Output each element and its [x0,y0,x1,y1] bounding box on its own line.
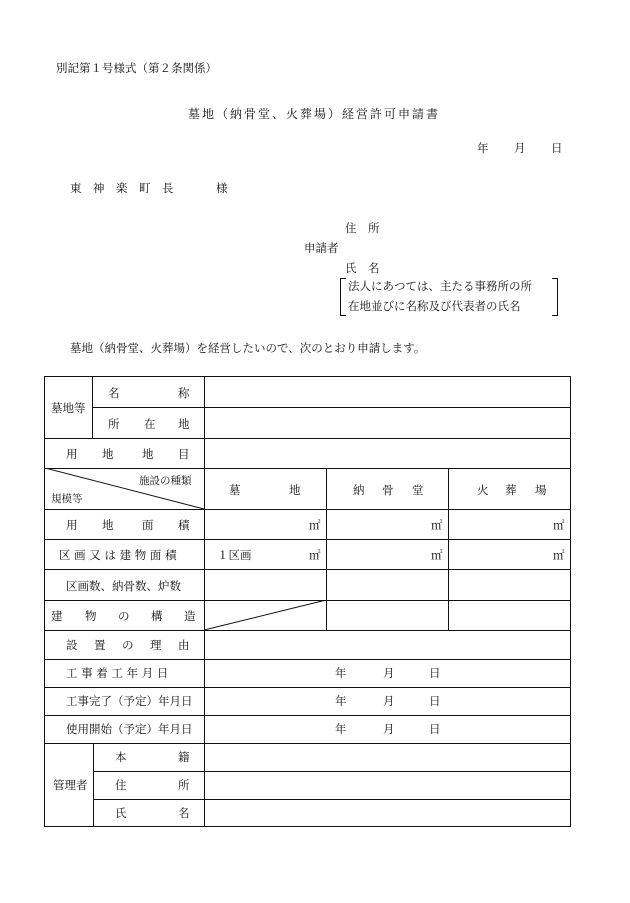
date-month-label: 月 [514,141,526,155]
form-number: 別記第１号様式（第２条関係） [56,61,217,75]
col-nokotsudo-1: 納 [353,483,365,497]
structure-3: の [118,609,130,623]
rule-v [448,468,449,630]
location-label-1: 所 [108,417,120,431]
addressee-honorific: 様 [216,181,228,195]
rule-h [92,407,571,408]
bracket-right [552,278,558,316]
land-category-1: 用 [66,447,78,461]
applicant-name-label: 氏 名 [345,261,380,275]
date-year-label: 年 [477,141,489,155]
reason-1: 設 [66,638,78,652]
manager-address-2: 所 [178,778,190,792]
unit-sqm: ㎡ [553,548,565,562]
corporation-note-line2: 在地並びに名称及び代表者の氏名 [348,299,521,313]
construction-start-day: 日 [429,666,441,680]
facility-type-header: 施設の種類 [139,475,192,487]
structure-diagonal [204,600,327,631]
unit-sqm: ㎡ [431,548,443,562]
plot-prefix: １区画 [217,548,252,562]
col-nokotsudo-2: 骨 [382,483,394,497]
use-start-day: 日 [429,722,441,736]
land-area-1: 用 [66,518,78,532]
unit-sqm: ㎡ [309,548,321,562]
rule-v [92,377,93,438]
col-kasoba-2: 葬 [505,483,517,497]
bochi-group-label: 墓地等 [51,401,86,415]
domicile-1: 本 [115,750,127,764]
structure-2: 物 [85,609,97,623]
rule-v [93,743,94,827]
col-kasoba-1: 火 [477,483,489,497]
construction-end-label: 工事完了（予定）年月日 [66,694,193,708]
rule-h [93,799,571,800]
reason-5: 由 [178,638,190,652]
structure-4: 構 [151,609,163,623]
land-area-4: 積 [178,518,190,532]
construction-end-day: 日 [429,694,441,708]
application-form-table [44,376,571,827]
reason-4: 理 [150,638,162,652]
land-area-3: 面 [142,518,154,532]
manager-group-label: 管理者 [53,778,88,792]
corporation-note-line1: 法人にあつては、主たる事務所の所 [348,279,532,293]
rule-h [45,715,571,716]
use-start-label: 使用開始（予定）年月日 [66,722,193,736]
unit-sqm: ㎡ [431,518,443,532]
rule-h [45,743,571,744]
applicant-label: 申請者 [304,241,339,255]
location-label-2: 在 [144,417,156,431]
col-kasoba-3: 場 [535,483,547,497]
corporation-note [340,278,558,316]
unit-sqm: ㎡ [309,518,321,532]
reason-3: の [122,638,134,652]
col-nokotsudo-3: 堂 [412,483,424,497]
land-category-3: 地 [142,447,154,461]
rule-h [45,438,571,439]
name-label-2: 称 [178,386,190,400]
manager-address-1: 住 [115,778,127,792]
rule-h [45,539,571,540]
structure-5: 造 [184,609,196,623]
rule-h [45,659,571,660]
construction-start-year: 年 [335,666,347,680]
domicile-2: 籍 [178,750,190,764]
location-label-3: 地 [178,417,190,431]
col-bochi-2: 地 [289,483,301,497]
document-title: 墓地（納骨堂、火葬場）経営許可申請書 [188,107,441,121]
date-day-label: 日 [551,141,563,155]
plot-count-label: 区画数、納骨数、炉数 [66,579,181,593]
land-category-4: 目 [178,447,190,461]
land-area-2: 地 [102,518,114,532]
col-bochi-1: 墓 [229,483,241,497]
applicant-address-label: 住 所 [345,221,380,235]
rule-h [45,569,571,570]
plot-area-label: 区 画 又 は 建 物 面 積 [59,548,177,562]
use-start-year: 年 [335,722,347,736]
manager-name-2: 名 [178,806,190,820]
bracket-left [340,278,346,316]
rule-h [45,687,571,688]
unit-sqm: ㎡ [553,518,565,532]
addressee-name: 東 神 楽 町 長 [70,181,174,195]
use-start-month: 月 [383,722,395,736]
construction-start-label: 工 事 着 工 年 月 日 [66,666,169,680]
construction-end-month: 月 [383,694,395,708]
reason-2: 置 [94,638,106,652]
structure-1: 建 [51,609,63,623]
manager-name-1: 氏 [115,806,127,820]
rule-h [93,771,571,772]
name-label-1: 名 [108,386,120,400]
construction-start-month: 月 [383,666,395,680]
scale-header: 規模等 [51,493,83,505]
construction-end-year: 年 [335,694,347,708]
land-category-2: 地 [102,447,114,461]
intro-text: 墓地（納骨堂、火葬場）を経営したいので、次のとおり申請します。 [70,341,426,355]
